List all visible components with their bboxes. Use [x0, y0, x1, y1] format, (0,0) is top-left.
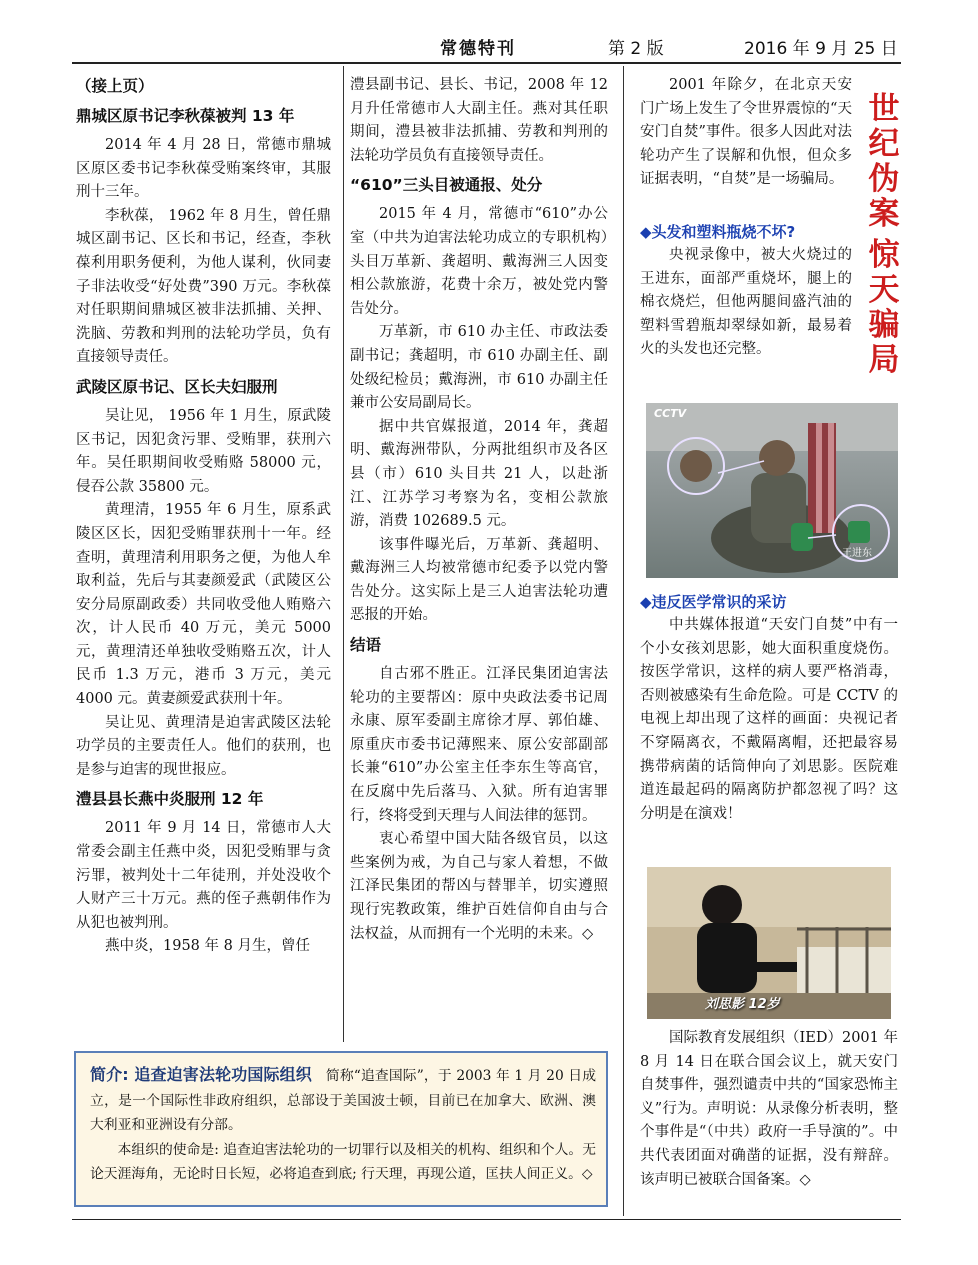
intro-box-text-2: 本组织的使命是: 追查迫害法轮功的一切罪行以及相关的机构、组织和个人。无论天涯海角，无论时日长短，必将追查到底; 行天理，再现公道，匡扶人间正义。◇ [90, 1141, 596, 1182]
issue-date: 2016 年 9 月 25 日 [744, 39, 898, 59]
headline-610: “610”三头目被通报、处分 [350, 176, 543, 195]
cctv-logo: CCTV [654, 407, 687, 420]
column-divider-2 [623, 66, 624, 1216]
headline-li-qiubao: 鼎城区原书记李秋葆被判 13 年 [76, 107, 295, 125]
article-610 [350, 203, 608, 628]
paragraph: 央视录像中，被大火烧过的王进东，面部严重烧坏，腿上的棉衣烧烂，但他两腿间盛汽油的塑料雪碧瓶却翠绿如新，最易着火的头发也还完整。 [640, 247, 852, 358]
column-3-section-2 [640, 590, 898, 826]
column-1 [76, 74, 331, 959]
photo-hospital-interview [647, 867, 891, 1019]
section-interview [640, 614, 898, 826]
subheading-hair-bottle: ◆头发和塑料瓶烧不坏? [640, 223, 796, 241]
paragraph: 2015 年 4 月，常德市“610”办公室（中共为迫害法轮功成立的专职机构）头目万革新、龚超明、戴海洲三人因变相公款旅游，花费十余万，被处党内警告处分。 [350, 206, 608, 317]
page-number: 第 2 版 [608, 39, 664, 59]
paragraph: 2001 年除夕，在北京天安门广场上发生了令世界震惊的“天安门自焚”事件。很多人因此对法轮功产生了误解和仇恨，但众多证据表明，“自焚”是一场骗局。 [640, 77, 852, 188]
paragraph: 李秋葆， 1962 年 8 月生，曾任鼎城区副书记、区长和书记，经查，李秋葆利用职务便利，为他人谋利，伙同妻子非法收受“好处费”390 万元。李秋葆对任职期间鼎城区被非法抓捕、关押、洗脑、劳教和判刑的法轮功学员，负有直接领导责任。 [76, 207, 331, 366]
intro-box-text-1: 简称“追查国际”，于 2003 年 1 月 20 日成立，是一个国际性非政府组织，总部设于美国波士顿，目前已在加拿大、欧洲、澳大利亚和亚洲设有分部。 [90, 1068, 596, 1133]
paragraph: 黄理清，1955 年 6 月生，原系武陵区区长，因犯受贿罪获刑十一年。经查明，黄理清利用职务之便，为他人牟取利益，先后与其妻颜爱武（武陵区公安分局原副政委）共同收受他人贿赂六次，计人民币 40 万元，美元 5000 元，黄理清还单独收受贿赂五次，计人民币 1.3 万元，港币 3 万元，美元 4000 元。黄妻颜爱武获刑十年。 [76, 502, 331, 708]
paragraph: 2011 年 9 月 14 日，常德市人大常委会副主任燕中炎，因犯受贿罪与贪污罪，被判处十二年徒刑，并处没收个人财产三十万元。燕的侄子燕朝伟作为从犯也被判刑。 [76, 820, 331, 931]
paragraph: 据中共官媒报道，2014 年，龚超明、戴海洲带队，分两批组织市及各区县（市）610 头目共 21 人，以赴浙江、江苏学习考察为名，变相公款旅游，消费 102689.5 元。 [350, 418, 608, 530]
subheading-interview: ◆违反医学常识的采访 [640, 593, 787, 611]
headline-conclusion: 结语 [350, 636, 382, 655]
continued-note: （接上页） [76, 77, 154, 95]
photo-caption-liu: 刘思影 12岁 [705, 997, 780, 1012]
paper-name: 常德特刊 [440, 39, 516, 59]
intro-box-title: 简介: 追查迫害法轮功国际组织 [90, 1065, 312, 1084]
paragraph: 中共媒体报道“天安门自焚”中有一个小女孩刘思影，她大面积重度烧伤。按医学常识，这样的病人要严格消毒，否则被感染有生命危险。可是 CCTV 的电视上却出现了这样的画面：央视记者不穿隔离衣，不戴隔离帽，还把最容易携带病菌的话筒伸向了刘思影。医院难道连最起码的隔离防护都忽视了吗？这分明是在演戏！ [640, 617, 898, 822]
photo-label-wang: 王进东 [842, 548, 872, 559]
paragraph: 吴让见、黄理清是迫害武陵区法轮功学员的主要责任人。他们的获刑，也是参与迫害的现世报应。 [76, 714, 331, 778]
vertical-title-2: 惊天骗局 [868, 237, 900, 378]
paragraph: 2014 年 4 月 28 日，常德市鼎城区原区委书记李秋葆受贿案终审，其服刑十三年。 [76, 137, 331, 201]
paragraph: 该事件曝光后，万革新、龚超明、戴海洲三人均被常德市纪委予以党内警告处分。这实际上是三人迫害法轮功遭恶报的开始。 [350, 536, 608, 624]
paragraph: 澧县副书记、县长、书记，2008 年 12 月升任常德市人大副主任。燕对其任职期间，澧县被非法抓捕、劳教和判刑的法轮功学员负有直接领导责任。 [350, 77, 608, 164]
column-3-section-3 [640, 1027, 898, 1192]
article-wuling [76, 405, 331, 783]
paragraph: 燕中炎，1958 年 8 月生，曾任 [105, 938, 310, 955]
article-conclusion [350, 663, 608, 946]
paragraph: 国际教育发展组织（IED）2001 年 8 月 14 日在联合国会议上，就天安门自焚事件，强烈谴责中共的“国家恐怖主义”行为。声明说：从录像分析表明，整个事件是“（中共）政府一手导演的”。中共代表团面对确凿的证据，没有辩辞。该声明已被联合国备案。◇ [640, 1030, 898, 1188]
paragraph: 万革新，市 610 办主任、市政法委副书记；龚超明，市 610 办副主任、副处级纪检员；戴海洲，市 610 办副主任兼市公安局副局长。 [350, 324, 608, 412]
article-li-qiubao [76, 134, 331, 370]
vertical-title-1: 世纪伪案 [868, 91, 900, 232]
article-yan-continued [350, 74, 608, 168]
headline-wuling: 武陵区原书记、区长夫妇服刑 [76, 377, 278, 396]
paragraph: 自古邪不胜正。江泽民集团迫害法轮功的主要帮凶：原中央政法委书记周永康、原军委副主席徐才厚、郭伯雄、原重庆市委书记薄熙来、原公安部副部长兼“610”办公室主任李东生等高官，在反腐中先后落马、入狱。所有迫害罪行，终将受到天理与人间法律的惩罚。 [350, 666, 608, 824]
organization-intro-box [74, 1051, 608, 1207]
column-2 [350, 74, 608, 946]
header-rule [72, 62, 901, 64]
paragraph: 吴让见， 1956 年 1 月生，原武陵区书记，因犯贪污罪、受贿罪，获刑六年。吴任职期间收受贿赂 58000 元，侵吞公款 35800 元。 [76, 407, 331, 495]
column-3-intro [640, 74, 852, 192]
column-divider-1 [343, 66, 344, 1042]
paragraph: 衷心希望中国大陆各级官员，以这些案例为戒，为自己与家人着想，不做江泽民集团的帮凶与替罪羊，切实遵照现行宪教政策，维护百姓信仰自由与合法权益，从而拥有一个光明的未来。◇ [350, 831, 608, 942]
headline-yan-zhongyan: 澧县县长燕中炎服刑 12 年 [76, 790, 264, 809]
column-3-section-1 [640, 220, 852, 362]
photo-tiananmen-scene [646, 403, 898, 578]
article-yan-zhongyan [76, 817, 331, 959]
section-hair-bottle [640, 244, 852, 362]
footer-rule [72, 1219, 901, 1220]
intro-box-text [90, 1063, 596, 1187]
